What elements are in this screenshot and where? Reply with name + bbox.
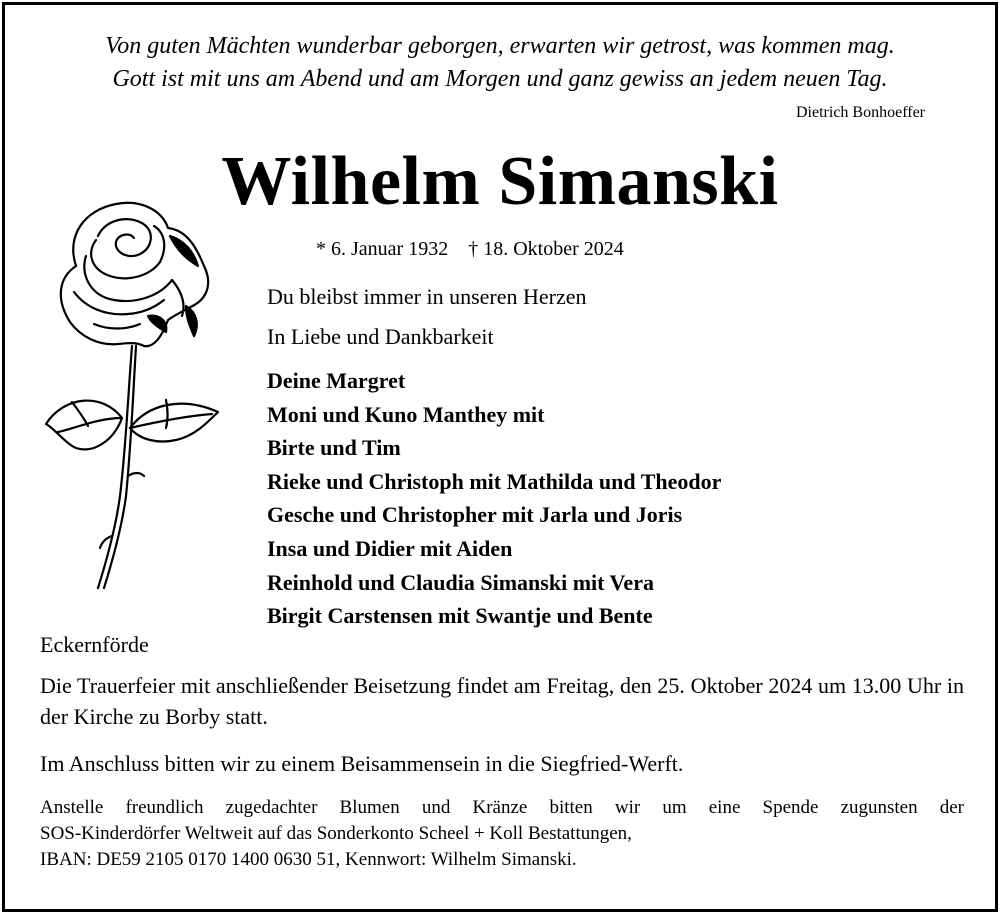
- mourner-line: Insa und Didier mit Aiden: [267, 535, 513, 561]
- donation-line-3: IBAN: DE59 2105 0170 1400 0630 51, Kennwort: Wilhelm Simanski.: [40, 849, 577, 870]
- mourner-line: Gesche und Christopher mit Jarla und Joris: [267, 502, 683, 528]
- motto-quote: [0, 30, 1000, 96]
- remembrance-line: Du bleibst immer in unseren Herzen: [267, 284, 587, 309]
- gratitude-line: In Liebe und Dankbarkeit: [267, 324, 494, 349]
- place-name: Eckernförde: [40, 632, 149, 657]
- mourner-line: Birte und Tim: [267, 435, 401, 461]
- life-dates: [316, 238, 644, 261]
- quote-author: Dietrich Bonhoeffer: [796, 104, 925, 121]
- rose-illustration: [36, 196, 221, 596]
- deceased-name: Wilhelm Simanski: [221, 143, 779, 220]
- motto-line-1: Von guten Mächten wunderbar geborgen, erwarten wir getrost, was kommen mag.: [105, 33, 895, 59]
- motto-line-2: Gott ist mit uns am Abend und am Morgen und ganz gewiss an jedem neuen Tag.: [112, 66, 888, 92]
- mourner-line: Moni und Kuno Manthey mit: [267, 401, 545, 427]
- mourners-list: [267, 364, 721, 633]
- birth-date: * 6. Januar 1932: [316, 238, 449, 260]
- mourner-line: Birgit Carstensen mit Swantje und Bente: [267, 603, 653, 629]
- mourner-line: Deine Margret: [267, 368, 406, 393]
- death-date: † 18. Oktober 2024: [468, 238, 624, 260]
- donation-line-1: Anstelle freundlich zugedachter Blumen und Kränze bitten wir um eine Spende zugunsten der: [40, 797, 964, 818]
- mourner-line: Rieke und Christoph mit Mathilda und Theodor: [267, 468, 722, 494]
- gathering-text: Im Anschluss bitten wir zu einem Beisammensein in die Siegfried-Werft.: [40, 751, 684, 776]
- donation-line-2: SOS-Kinderdörfer Weltweit auf das Sonderkonto Scheel + Koll Bestattungen,: [40, 823, 632, 844]
- mourner-line: Reinhold und Claudia Simanski mit Vera: [267, 569, 654, 595]
- ceremony-text: Die Trauerfeier mit anschließender Beisetzung findet am Freitag, den 25. Oktober 2024 um 13.00 Uhr in der Kirche zu Borby statt.: [40, 673, 964, 729]
- donation-text: [40, 795, 964, 873]
